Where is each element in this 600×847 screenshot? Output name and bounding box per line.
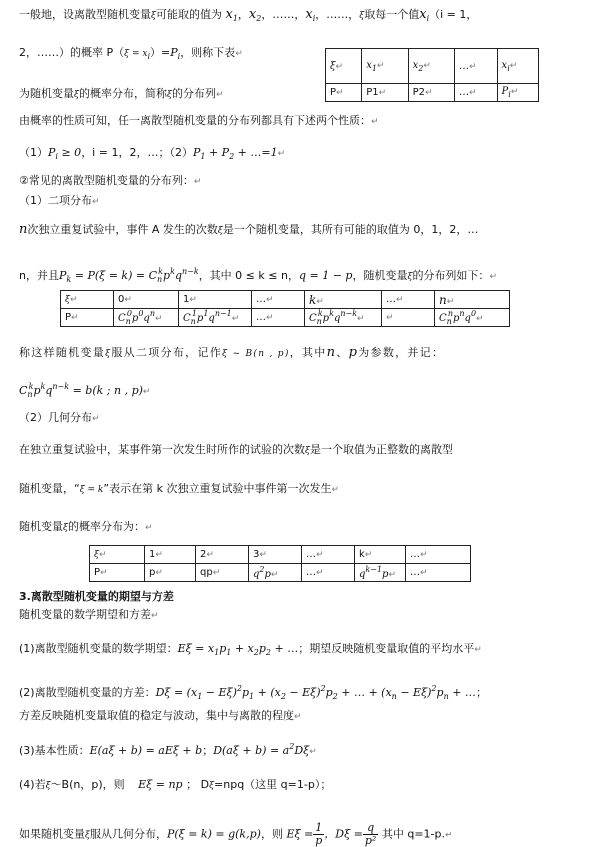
text-line-2: 2，……）的概率 $P(\xi = xi)=P_i$，则称下表↵ <box>19 46 243 61</box>
text-line-5: $(1)P_i \ge 0$，i = 1，2，…；$(2)P_1 + P_2$ + …=1↵ <box>19 146 286 161</box>
text-line-13: 随机变量的数学期望和方差↵ <box>19 608 159 621</box>
text-line-19: 如果随机变量ξ服从几何分布，P(ξ = k) = g(k,p)，则 Eξ = $\frac{1}{p}$ ，Dξ = $\frac{q}{\text{p²}}$ 其中 q=1-p.↵ <box>19 821 453 847</box>
heading-binomial: （1）二项分布↵ <box>19 194 100 207</box>
heading-common-distributions: ②常见的离散型随机变量的分布列：↵ <box>19 174 202 187</box>
heading-expectation-variance: 3.离散型随机变量的期望与方差 <box>19 590 174 603</box>
binomial-notation: $C_n^kp^kq^{n-k} = b(k$ ; n , p)↵ <box>19 382 151 399</box>
text-line-7: n，并且$P_k = P(\xi = k) = C_n^kp^kq^{n-k}$，其中 0 ≤ k ≤ n，q = 1 − p，随机变量ξ的分布列如下：↵ <box>19 267 497 284</box>
text-line-11: 随机变量，“ξ = k”表示在第 k 次独立重复试验中事件第一次发生↵ <box>19 482 339 495</box>
geometric-table: ξ↵ 1↵ 2↵ 3↵ …↵ k↵ …↵ P↵ p↵ qp↵ $q^2p↵$ …↵ $q^{k-1}p↵$ …↵ <box>89 545 471 582</box>
text-line-17: (3)基本性质：E(aξ + b) = aEξ + b；$D(a\xi + b) = a^2D\xi↵$ <box>19 742 317 757</box>
text-line-15: (2)离散型随机变量的方差：$D\xi = (x_1 - E\xi)^2p_1 + (x_2 - E\xi)^2p_2$ + … + $(x_n - E\xi)^2p_n$ + …； <box>19 684 487 701</box>
binomial-table: ξ↵ 0↵ 1↵ …↵ k↵ …↵ n↵ P↵ $C_n^0p^0q^n↵$ $C_n^1p^1q^{n-1}↵$ …↵ $C_n^kp^kq^{n-k}↵$ ↵ $C_n^np^nq^0↵$ <box>60 290 510 327</box>
text-line-4: 由概率的性质可知，任一离散型随机变量的分布列都具有下述两个性质：↵ <box>19 114 379 127</box>
text-line-8: 称这样随机变量ξ服从二项分布，记作ξ ~ B(n , p)，其中n、p为参数，并记： <box>19 345 445 360</box>
distribution-table-1: ξ↵ $x_1↵$ $x_2↵$ …↵ $x_i↵$ P↵ P1↵ P2↵ …↵ $P_i↵$ <box>325 48 539 102</box>
text-line-18: (4)若ξ～B(n，p)，则 Eξ = np ； Dξ=npq（这里 q=1-p）； <box>19 778 332 791</box>
text-line-16: 方差反映随机变量取值的稳定与波动，集中与离散的程度↵ <box>19 709 302 722</box>
text-line-1: 一般地，设离散型随机变量ξ可能取的值为 $x_1$，$x_2$，……，$x_i$，……，ξ取每一个值$x_i(i = 1$， <box>19 7 478 23</box>
text-line-6: n次独立重复试验中，事件 A 发生的次数ξ是一个随机变量，其所有可能的取值为 0，1，2，… <box>19 222 479 237</box>
text-line-14: (1)离散型随机变量的数学期望：$E\xi = x_1p_1 + x_2p_2$ + …；期望反映随机变量取值的平均水平↵ <box>19 642 482 657</box>
heading-geometric: （2）几何分布↵ <box>19 411 100 424</box>
text-line-3: 为随机变量ξ的概率分布，简称ξ的分布列↵ <box>19 87 224 100</box>
text-line-10: 在独立重复试验中，某事件第一次发生时所作的试验的次数ξ是一个取值为正整数的离散型 <box>19 443 453 456</box>
text-line-12: 随机变量ξ的概率分布为：↵ <box>19 520 153 533</box>
